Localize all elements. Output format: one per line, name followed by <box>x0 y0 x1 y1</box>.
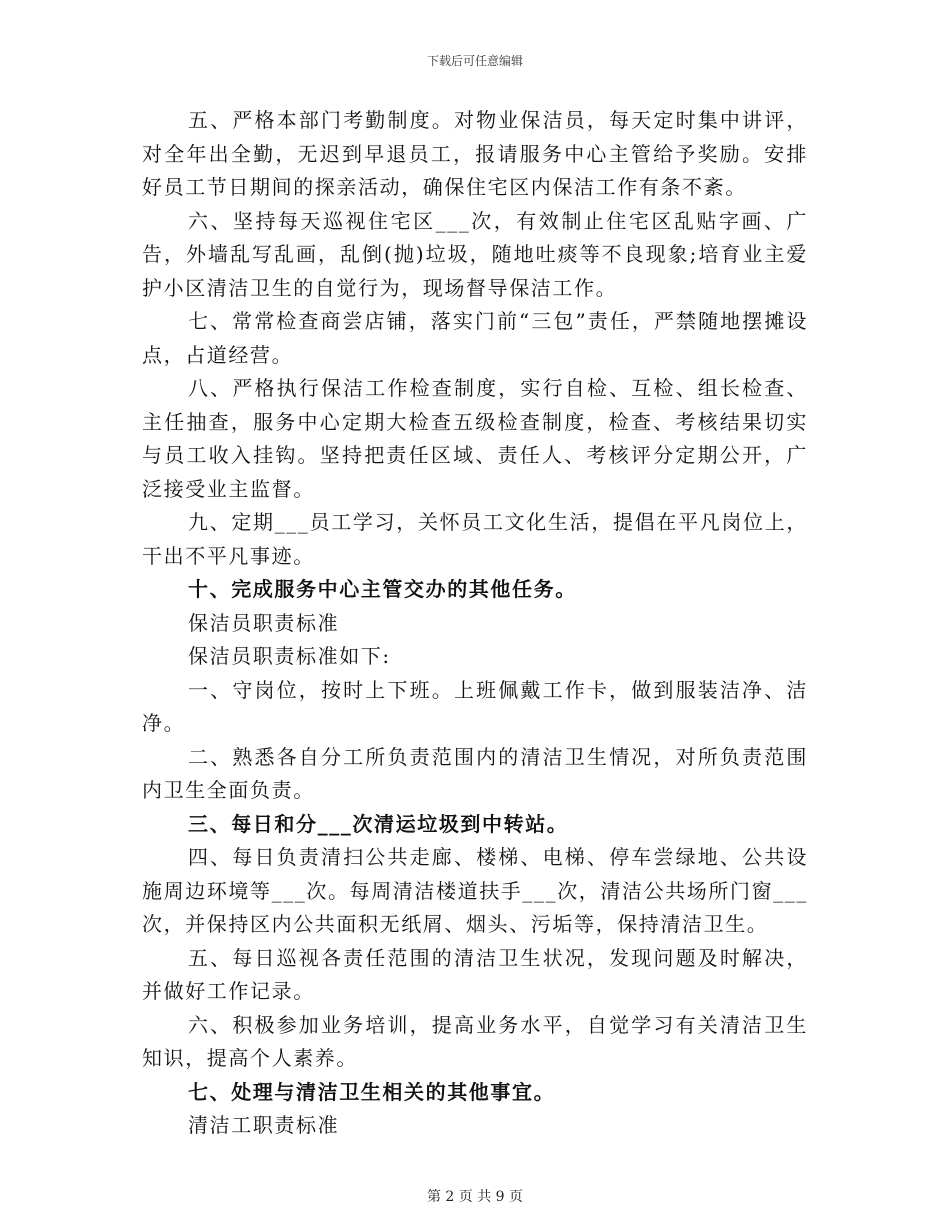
paragraph: 八、严格执行保洁工作检查制度，实行自检、互检、组长检查、主任抽查，服务中心定期大检查五级检查制度，检查、考核结果切实与员工收入挂钩。坚持把责任区域、责任人、考核评分定期公开，广泛接受业主监督。 <box>142 376 808 501</box>
paragraph: 保洁员职责标准如下: <box>188 644 391 668</box>
paragraph: 一、守岗位，按时上下班。上班佩戴工作卡，做到服装洁净、洁净。 <box>142 677 808 735</box>
section-heading: 保洁员职责标准 <box>188 610 340 635</box>
page-footer: 第 2 页 共 9 页 <box>426 1189 524 1205</box>
paragraph: 六、坚持每天巡视住宅区___次，有效制止住宅区乱贴字画、广告，外墙乱写乱画，乱倒(抛)垃圾，随地吐痰等不良现象;培育业主爱护小区清洁卫生的自觉行为，现场督导保洁工作。 <box>142 208 808 300</box>
paragraph-bold: 七、处理与清洁卫生相关的其他事宜。 <box>188 1079 556 1104</box>
paragraph: 六、积极参加业务培训，提高业务水平，自觉学习有关清洁卫生知识，提高个人素养。 <box>142 1012 808 1070</box>
section-heading: 清洁工职责标准 <box>188 1113 340 1137</box>
paragraph: 五、每日巡视各责任范围的清洁卫生状况，发现问题及时解决，并做好工作记录。 <box>142 945 808 1003</box>
page-header: 下载后可任意编辑 <box>426 54 523 68</box>
paragraph: 四、每日负责清扫公共走廊、楼梯、电梯、停车尝绿地、公共设施周边环境等___次。每周清洁楼道扶手___次，清洁公共场所门窗___次，并保持区内公共面积无纸屑、烟头、污垢等，保持清洁卫生。 <box>142 845 808 936</box>
paragraph-bold: 三、每日和分___次清运垃圾到中转站。 <box>188 811 569 836</box>
paragraph: 二、熟悉各自分工所负责范围内的清洁卫生情况，对所负责范围内卫生全面负责。 <box>142 744 808 802</box>
paragraph-bold: 十、完成服务中心主管交办的其他任务。 <box>188 577 577 601</box>
paragraph: 九、定期___员工学习，关怀员工文化生活，提倡在平凡岗位上，干出不平凡事迹。 <box>142 510 808 568</box>
paragraph: 五、严格本部门考勤制度。对物业保洁员，每天定时集中讲评，对全年出全勤，无迟到早退员工，报请服务中心主管给予奖励。安排好员工节日期间的探亲活动，确保住宅区内保洁工作有条不紊。 <box>142 108 808 199</box>
document-body <box>142 104 808 1143</box>
paragraph: 七、常常检查商尝店铺，落实门前“三包”责任，严禁随地摆摊设点，占道经营。 <box>142 309 808 367</box>
